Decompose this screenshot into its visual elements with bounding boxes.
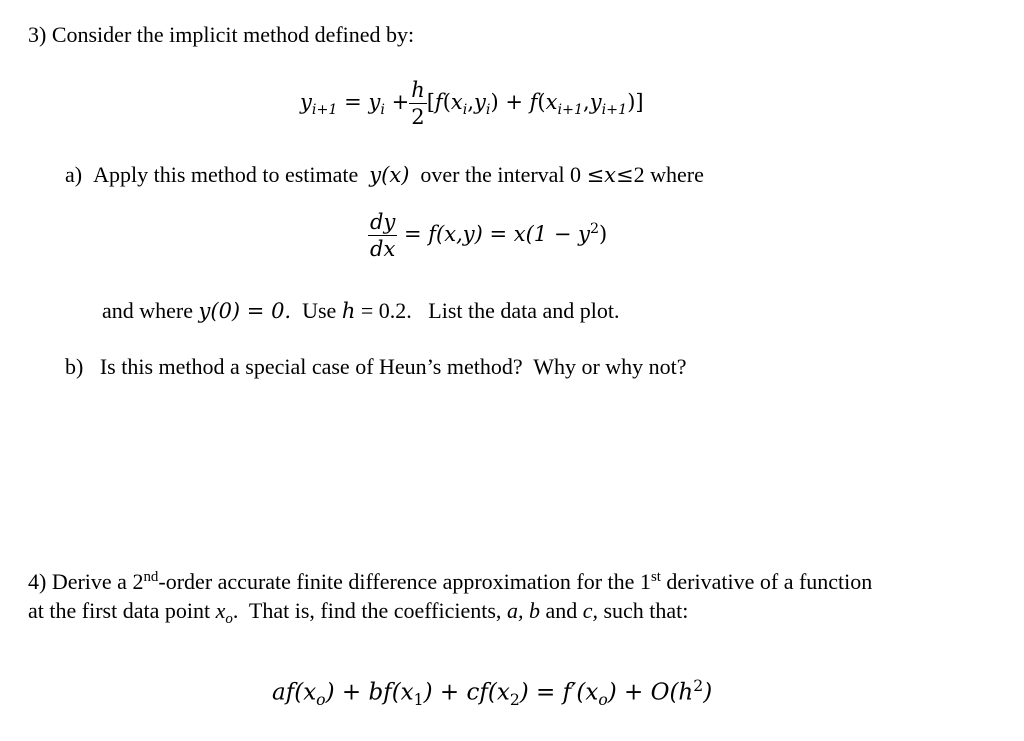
p4-formula-t6: ) [703,679,713,706]
p4-coef-b: b [528,598,540,623]
y-i1-sub: i+1 [601,101,628,118]
p4-x0: $x_o$ [215,598,233,628]
part-a-text-after: 2 where [633,162,704,187]
p4-formula-t5: ) + O(h [607,679,694,706]
p4-line2-c: such that: [603,598,689,623]
bracket-close: ] [635,90,644,114]
part-a-le-1: ≤ [586,163,605,187]
bracket-open: [ [426,90,435,114]
f-term-2: f [529,90,538,114]
initial-condition: y(0) = 0. [198,299,292,323]
p4-line1-c: derivative of a function [660,569,873,595]
p4-formula-s2: 1 [413,690,424,710]
p4-formula-s1: o [316,690,326,710]
eq-plus: + [391,90,410,114]
eq-sign: = [344,90,362,114]
p4-sup-nd: nd [143,569,159,585]
ode-equation [368,210,607,261]
eq-lhs: $y_{i+1}$ [300,90,338,118]
ode-dx: dx [370,237,396,261]
conditions-text-2: Use [302,298,337,323]
conditions-text-3: = 0.2. List the data and plot. [360,298,620,323]
part-b-text: Is this method a special case of Heun’s method? Why or why not? [99,354,687,379]
part-a-le-2: ≤ [616,163,634,187]
frac-numerator: h [411,78,425,102]
p4-formula-sup: 2 [693,676,704,695]
x-i1-sub: i+1 [557,101,584,118]
ode-exponent: 2 [589,221,600,238]
paren-close-2: ) [627,90,636,114]
p4-formula-s3: 2 [509,690,520,710]
comma-2: , [583,90,590,114]
step-h: h [341,299,356,323]
ode-dy: dy [370,210,396,234]
paren-open-1: ( [442,90,451,114]
ode-derivative [368,210,397,261]
y-i: y [474,90,486,114]
eq-plus-2: + [505,90,523,114]
p4-line1-a: 4) Derive a 2 [28,569,144,595]
eq-fraction-h-over-2 [409,78,427,129]
x-i: x [450,90,463,114]
part-b-line [65,354,687,380]
y-i1: y [589,90,602,114]
p4-line1-b: -order accurate finite difference approximation for the 1 [158,569,651,595]
f-term-1: f [434,90,443,114]
problem-3-heading: 3) Consider the implicit method defined by: [28,22,415,47]
p4-formula-t4: ) = f′(x [519,679,599,706]
frac-denominator: 2 [411,105,425,129]
paren-close-1: ) [490,90,499,114]
p4-line2-b: . That is, find the coefficients, [232,598,502,623]
p4-formula-t2: ) + bf(x [325,679,414,706]
part-b-label: b) [65,354,84,379]
conditions-text-1: and where [102,298,194,323]
ode-rhs: = f(x,y) = x(1 − y [404,222,590,246]
x-i1: x [545,90,558,114]
part-a-x: x [604,163,617,187]
paren-open-2: ( [537,90,546,114]
p4-and: and [545,598,578,623]
p4-line2-a: at the first data point [28,598,211,623]
part-a-yx: y(x) [369,163,410,187]
method-equation [300,78,644,129]
part-a-text-before: Apply this method to estimate [93,162,359,187]
x-i-sub: i [462,101,468,118]
p4-formula-s4: o [598,690,608,710]
p4-coef-c: c, [582,598,598,623]
p4-formula-t1: af(x [272,679,317,706]
p4-sup-st: st [650,569,661,585]
y-i-sub: i [485,101,491,118]
part-a-line [65,162,704,188]
conditions-line [102,298,620,324]
p4-coef-a: a, [506,598,524,623]
p4-formula-t3: ) + cf(x [423,679,510,706]
eq-yi: $y_i$ [368,90,385,118]
problem-4-line-2 [28,598,688,628]
ode-close-paren: ) [599,222,608,246]
part-a-label: a) [65,162,83,187]
problem-4-line-1 [28,569,872,595]
comma-1: , [467,90,474,114]
part-a-text-mid: over the interval 0 [420,162,582,187]
p4-formula [272,676,712,709]
